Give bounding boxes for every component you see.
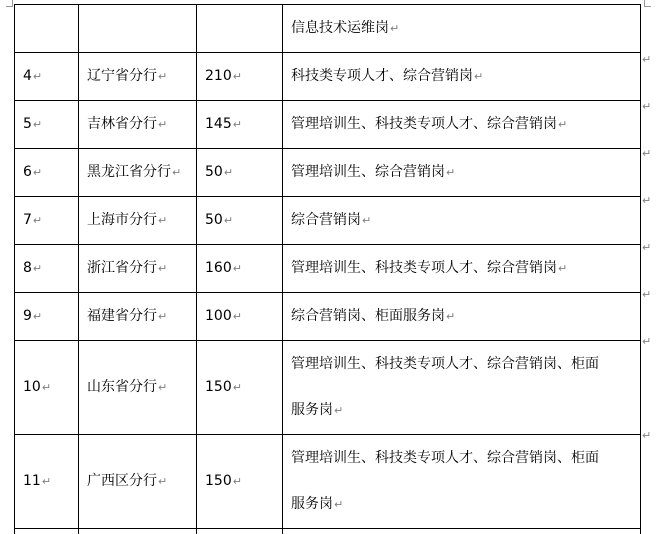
table-row xyxy=(15,197,641,245)
headcount-cell-text: 150 xyxy=(205,473,232,489)
row-number-cell[interactable] xyxy=(15,5,79,53)
row-end-mark: ↵ xyxy=(642,53,652,66)
positions-text: 管理培训生、科技类专项人才、综合营销岗 xyxy=(291,116,557,132)
paragraph-mark: ↵ xyxy=(158,118,168,131)
headcount-cell[interactable] xyxy=(197,53,283,101)
paragraph-mark: ↵ xyxy=(232,310,242,323)
branch-name-cell[interactable] xyxy=(79,341,197,435)
branch-name-cell-text: 山东省分行 xyxy=(87,379,157,395)
positions-line xyxy=(291,5,632,52)
row-number-cell-text: 11 xyxy=(23,473,41,489)
paragraph-mark: ↵ xyxy=(32,70,43,83)
positions-line xyxy=(291,387,632,434)
branch-name-cell[interactable] xyxy=(79,293,197,341)
row-number-cell-text: 4 xyxy=(23,68,32,84)
positions-text: 综合营销岗 xyxy=(291,212,361,228)
branch-name-cell-text: 黑龙江省分行 xyxy=(87,164,171,180)
paragraph-mark: ↵ xyxy=(158,214,168,227)
headcount-cell-text: 145 xyxy=(205,116,232,132)
positions-text: 服务岗 xyxy=(291,402,333,418)
positions-line xyxy=(291,149,632,196)
paragraph-mark: ↵ xyxy=(390,22,400,35)
positions-text: 综合营销岗、柜面服务岗 xyxy=(291,308,445,324)
positions-cell[interactable] xyxy=(283,101,641,149)
paragraph-mark: ↵ xyxy=(232,262,242,275)
branch-name-cell[interactable] xyxy=(79,529,197,534)
row-end-mark: ↵ xyxy=(642,335,652,348)
headcount-cell[interactable] xyxy=(197,245,283,293)
margin-corner-mark xyxy=(644,0,651,7)
positions-cell[interactable] xyxy=(283,293,641,341)
row-end-mark: ↵ xyxy=(642,288,652,301)
paragraph-mark: ↵ xyxy=(223,214,234,227)
paragraph-mark: ↵ xyxy=(362,214,372,227)
positions-cell[interactable] xyxy=(283,529,641,534)
positions-cell[interactable] xyxy=(283,245,641,293)
branch-name-cell[interactable] xyxy=(79,245,197,293)
headcount-cell[interactable] xyxy=(197,529,283,534)
paragraph-mark: ↵ xyxy=(334,498,344,511)
row-number-cell[interactable] xyxy=(15,435,79,529)
table-row xyxy=(15,529,641,534)
headcount-cell[interactable] xyxy=(197,435,283,529)
row-end-mark: ↵ xyxy=(642,241,652,254)
paragraph-mark: ↵ xyxy=(158,70,168,83)
paragraph-mark: ↵ xyxy=(158,310,168,323)
positions-line xyxy=(291,245,632,292)
row-number-cell[interactable] xyxy=(15,197,79,245)
headcount-cell-text: 50 xyxy=(205,164,223,180)
row-number-cell-text: 6 xyxy=(23,164,32,180)
positions-text: 管理培训生、科技类专项人才、综合营销岗、柜面 xyxy=(291,450,599,466)
paragraph-mark: ↵ xyxy=(558,262,568,275)
table-row xyxy=(15,101,641,149)
headcount-cell[interactable] xyxy=(197,101,283,149)
headcount-cell[interactable] xyxy=(197,5,283,53)
branch-name-cell-text: 浙江省分行 xyxy=(87,260,157,276)
branch-name-cell-text: 吉林省分行 xyxy=(87,116,157,132)
paragraph-mark: ↵ xyxy=(41,475,52,488)
headcount-cell[interactable] xyxy=(197,341,283,435)
positions-line xyxy=(291,293,632,340)
branch-name-cell[interactable] xyxy=(79,435,197,529)
headcount-cell-text: 160 xyxy=(205,260,232,276)
paragraph-mark: ↵ xyxy=(223,166,234,179)
paragraph-mark: ↵ xyxy=(32,310,43,323)
positions-text: 信息技术运维岗 xyxy=(291,20,389,36)
positions-cell[interactable] xyxy=(283,197,641,245)
branch-name-cell-text: 广西区分行 xyxy=(87,473,157,489)
branch-name-cell[interactable] xyxy=(79,5,197,53)
row-end-mark: ↵ xyxy=(642,147,652,160)
positions-text: 服务岗 xyxy=(291,496,333,512)
paragraph-mark: ↵ xyxy=(446,166,456,179)
paragraph-mark: ↵ xyxy=(158,262,168,275)
paragraph-mark: ↵ xyxy=(232,70,242,83)
table-row xyxy=(15,293,641,341)
positions-text: 管理培训生、综合营销岗 xyxy=(291,164,445,180)
paragraph-mark: ↵ xyxy=(32,166,43,179)
positions-cell[interactable] xyxy=(283,341,641,435)
table-row xyxy=(15,53,641,101)
paragraph-mark: ↵ xyxy=(172,166,182,179)
positions-cell[interactable] xyxy=(283,149,641,197)
paragraph-mark: ↵ xyxy=(32,118,43,131)
paragraph-mark: ↵ xyxy=(232,381,242,394)
branch-name-cell[interactable] xyxy=(79,197,197,245)
paragraph-mark: ↵ xyxy=(232,118,242,131)
headcount-cell[interactable] xyxy=(197,149,283,197)
positions-line xyxy=(291,197,632,244)
positions-cell[interactable] xyxy=(283,5,641,53)
row-number-cell-text: 10 xyxy=(23,379,41,395)
positions-line xyxy=(291,341,632,387)
positions-text: 管理培训生、科技类专项人才、综合营销岗、柜面 xyxy=(291,356,599,372)
branch-name-cell-text: 福建省分行 xyxy=(87,308,157,324)
paragraph-mark: ↵ xyxy=(232,475,242,488)
row-number-cell[interactable] xyxy=(15,53,79,101)
branch-name-cell-text: 上海市分行 xyxy=(87,212,157,228)
headcount-cell[interactable] xyxy=(197,197,283,245)
table-row xyxy=(15,341,641,435)
positions-text: 管理培训生、科技类专项人才、综合营销岗 xyxy=(291,260,557,276)
row-number-cell[interactable] xyxy=(15,245,79,293)
row-number-cell-text: 9 xyxy=(23,308,32,324)
positions-cell[interactable] xyxy=(283,53,641,101)
paragraph-mark: ↵ xyxy=(32,262,43,275)
branch-name-cell-text: 辽宁省分行 xyxy=(87,68,157,84)
branch-name-cell[interactable] xyxy=(79,101,197,149)
paragraph-mark: ↵ xyxy=(158,475,168,488)
table-row xyxy=(15,5,641,53)
row-number-cell[interactable] xyxy=(15,341,79,435)
paragraph-mark: ↵ xyxy=(334,404,344,417)
headcount-cell-text: 150 xyxy=(205,379,232,395)
row-end-mark: ↵ xyxy=(642,429,652,442)
paragraph-mark: ↵ xyxy=(558,118,568,131)
row-number-cell-text: 5 xyxy=(23,116,32,132)
paragraph-mark: ↵ xyxy=(474,70,484,83)
paragraph-mark: ↵ xyxy=(158,381,168,394)
branch-recruitment-table xyxy=(14,4,641,534)
row-number-cell-text: 8 xyxy=(23,260,32,276)
headcount-cell[interactable] xyxy=(197,293,283,341)
row-end-mark: ↵ xyxy=(642,194,652,207)
row-number-cell[interactable] xyxy=(15,149,79,197)
paragraph-mark: ↵ xyxy=(446,310,456,323)
margin-corner-mark xyxy=(6,0,13,7)
row-end-mark: ↵ xyxy=(642,100,652,113)
positions-text: 科技类专项人才、综合营销岗 xyxy=(291,68,473,84)
row-number-cell[interactable] xyxy=(15,293,79,341)
branch-name-cell[interactable] xyxy=(79,149,197,197)
positions-line xyxy=(291,53,632,100)
headcount-cell-text: 50 xyxy=(205,212,223,228)
branch-name-cell[interactable] xyxy=(79,53,197,101)
headcount-cell-text: 210 xyxy=(205,68,232,84)
positions-line xyxy=(291,481,632,528)
paragraph-mark: ↵ xyxy=(41,381,52,394)
table-row xyxy=(15,435,641,529)
row-number-cell[interactable] xyxy=(15,101,79,149)
table-row xyxy=(15,149,641,197)
positions-line xyxy=(291,101,632,148)
row-number-cell-text: 7 xyxy=(23,212,32,228)
row-number-cell[interactable] xyxy=(15,529,79,534)
table-row xyxy=(15,245,641,293)
headcount-cell-text: 100 xyxy=(205,308,232,324)
positions-cell[interactable] xyxy=(283,435,641,529)
positions-line xyxy=(291,435,632,481)
paragraph-mark: ↵ xyxy=(32,214,43,227)
